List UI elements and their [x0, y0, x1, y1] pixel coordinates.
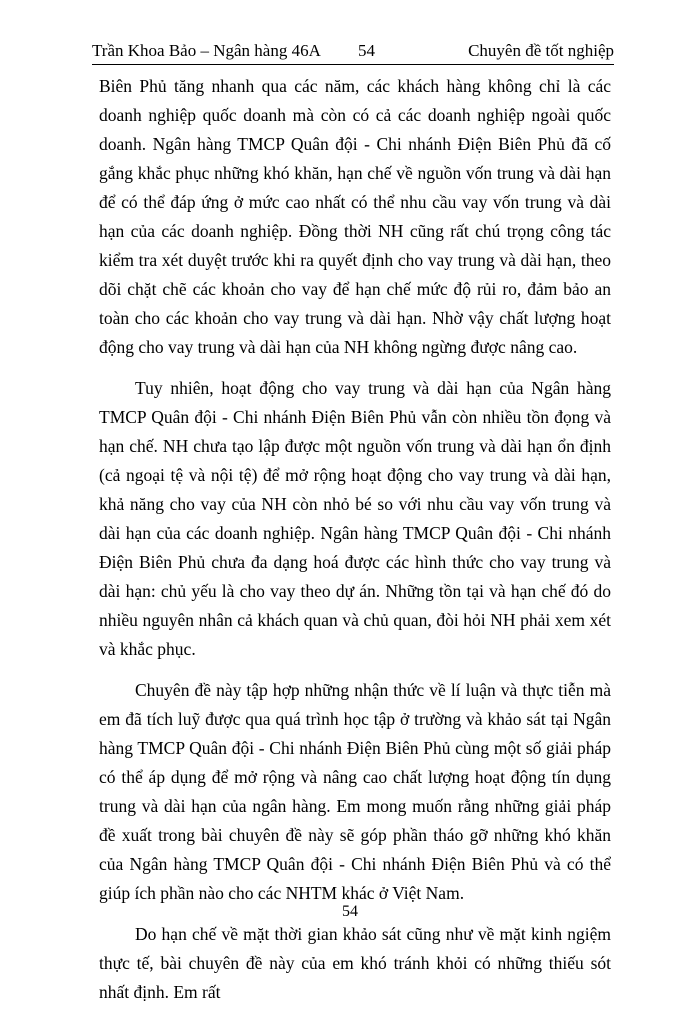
document-body	[99, 72, 611, 1019]
paragraph: Do hạn chế về mặt thời gian khảo sát cũng như về mặt kinh ngiệm thực tế, bài chuyên đề này của em khó tránh khỏi có những thiếu sót nhất định. Em rất	[99, 924, 611, 1002]
footer-page-number: 54	[342, 903, 358, 920]
header-document-title: Chuyên đề tốt nghiệp	[468, 41, 614, 60]
paragraph: Chuyên đề này tập hợp những nhận thức về lí luận và thực tiễn mà em đã tích luỹ được qua quá trình học tập ở trường và khảo sát tại Ngân hàng TMCP Quân đội - Chi nhánh Điện Biên Phủ cùng một số giải pháp có thể áp dụng để mở rộng và nâng cao chất lượng hoạt động tín dụng trung và dài hạn của ngân hàng. Em mong muốn rằng những giải pháp đề xuất trong bài chuyên đề này sẽ góp phần tháo gỡ những khó khăn của Ngân hàng TMCP Quân đội - Chi nhánh Điện Biên Phủ và có thể giúp ích phần nào cho các NHTM khác ở Việt Nam.	[99, 680, 611, 903]
header-author: Trần Khoa Bảo – Ngân hàng 46A	[92, 41, 321, 60]
header-page-number: 54	[358, 41, 375, 60]
paragraph: Tuy nhiên, hoạt động cho vay trung và dài hạn của Ngân hàng TMCP Quân đội - Chi nhánh Điện Biên Phủ vẫn còn nhiều tồn đọng và hạn chế. NH chưa tạo lập được một nguồn vốn trung và dài hạn ổn định (cả ngoại tệ và nội tệ) để mở rộng hoạt động cho vay trung và dài hạn, khả năng cho vay của NH còn nhỏ bé so với nhu cầu vay vốn trung và dài hạn của các doanh nghiệp. Ngân hàng TMCP Quân đội - Chi nhánh Điện Biên Phủ chưa đa dạng hoá được các hình thức cho vay trung và dài hạn: chủ yếu là cho vay theo dự án. Những tồn tại và hạn chế đó do nhiều nguyên nhân cả khách quan và chủ quan, đòi hỏi NH phải xem xét và khắc phục.	[99, 378, 611, 659]
header-divider	[92, 64, 614, 65]
paragraph-continued: Biên Phủ tăng nhanh qua các năm, các khách hàng không chỉ là các doanh nghiệp quốc doanh mà còn có cả các doanh nghiệp ngoài quốc doanh. Ngân hàng TMCP Quân đội - Chi nhánh Điện Biên Phủ đã cố gắng khắc phục những khó khăn, hạn chế về nguồn vốn trung và dài hạn để có thể đáp ứng ở mức cao nhất có thể nhu cầu vay vốn trung và dài hạn của các doanh nghiệp. Đồng thời NH cũng rất chú trọng công tác kiểm tra xét duyệt trước khi ra quyết định cho vay trung và dài hạn, theo dõi chặt chẽ các khoản cho vay để hạn chế mức độ rủi ro, đảm bảo an toàn cho các khoản cho vay trung và dài hạn. Nhờ vậy chất lượng hoạt động cho vay trung và dài hạn của NH không ngừng được nâng cao.	[99, 76, 611, 357]
